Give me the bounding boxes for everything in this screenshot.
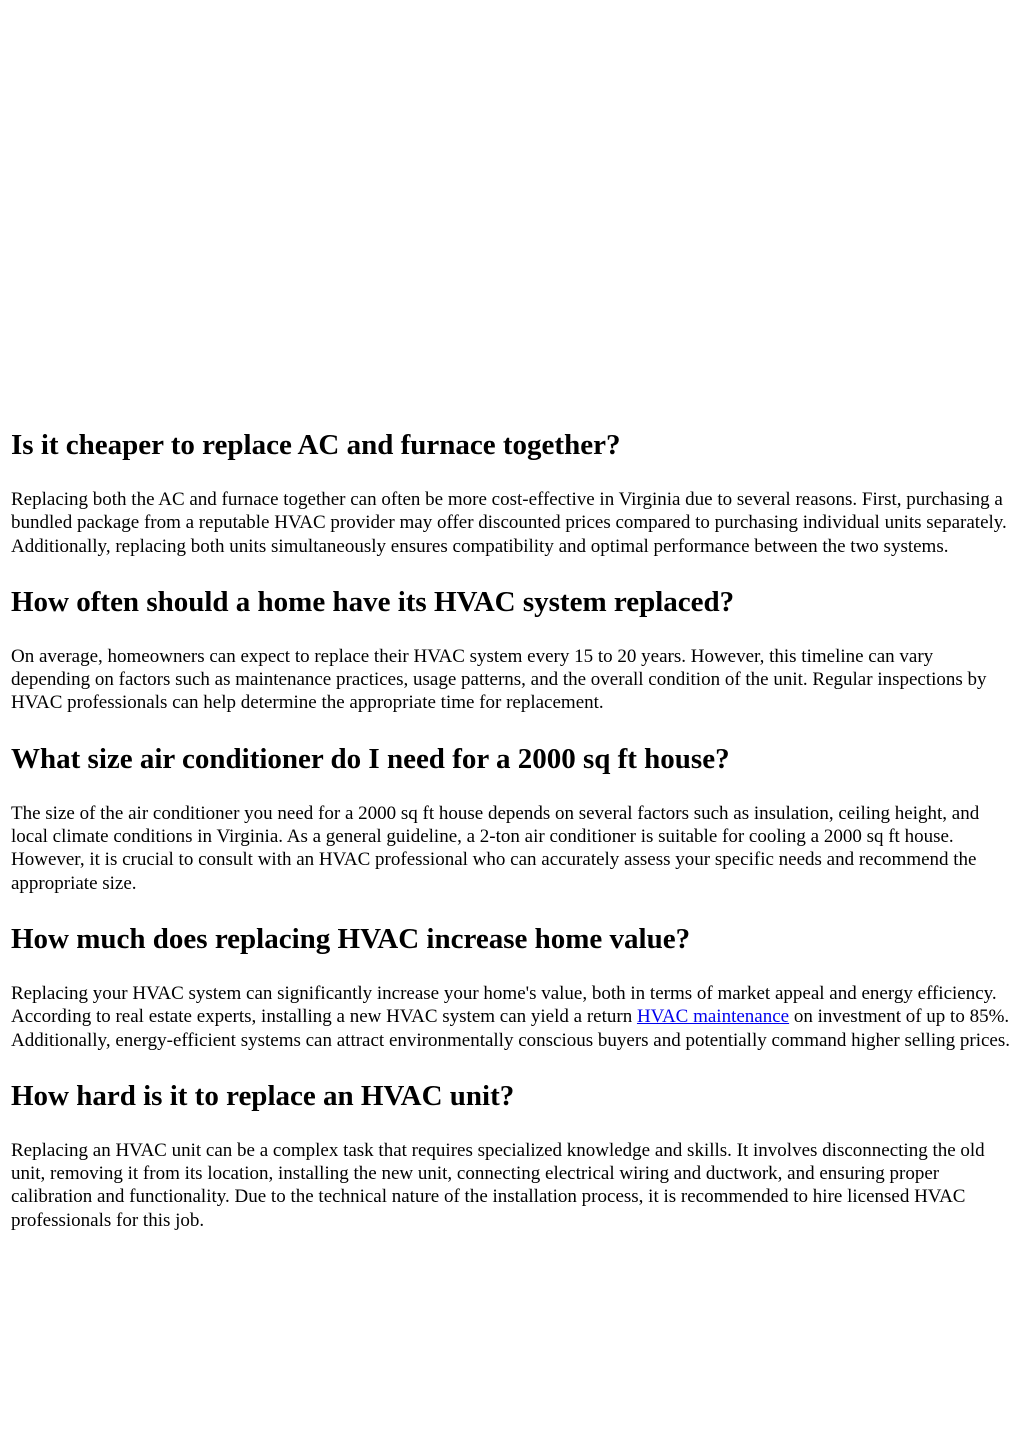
- faq-answer-text-before: Replacing your HVAC system can significantly increase your home's value, both in terms of market appeal and energy efficiency. According to real estate experts, installing a new HVAC system can yield a return: [11, 982, 997, 1028]
- faq-section-home-value: [11, 922, 1015, 1052]
- faq-answer: Replacing both the AC and furnace together can often be more cost-effective in Virginia due to several reasons. First, purchasing a bundled package from a reputable HVAC provider may offer discounted prices compared to purchasing individual units separately. Additionally, replacing both units simultaneously ensures compatibility and optimal performance between the two systems.: [11, 489, 1007, 557]
- faq-answer: [11, 982, 1015, 1052]
- faq-heading: Is it cheaper to replace AC and furnace together?: [11, 429, 621, 461]
- faq-answer-text-after: on investment of up to 85%. Additionally, energy-efficient systems can attract environmentally conscious buyers and potentially command higher selling prices.: [11, 1006, 1010, 1051]
- faq-section-replacement-frequency: [11, 585, 1015, 715]
- faq-heading: What size air conditioner do I need for a 2000 sq ft house?: [11, 742, 730, 775]
- faq-answer: The size of the air conditioner you need for a 2000 sq ft house depends on several factors such as insulation, ceiling height, and local climate conditions in Virginia. As a general guideline, a 2-ton air conditioner is suitable for cooling a 2000 sq ft house. However, it is crucial to consult with an HVAC professional who can accurately assess your specific needs and recommend the appropriate size.: [11, 802, 980, 894]
- faq-section-ac-furnace: [11, 428, 1015, 558]
- faq-answer: On average, homeowners can expect to replace their HVAC system every 15 to 20 years. However, this timeline can vary depending on factors such as maintenance practices, usage patterns, and the overall condition of the unit. Regular inspections by HVAC professionals can help determine the appropriate time for replacement.: [11, 645, 987, 714]
- faq-section-ac-size: [11, 742, 1015, 895]
- faq-answer: Replacing an HVAC unit can be a complex task that requires specialized knowledge and skills. It involves disconnecting the old unit, removing it from its location, installing the new unit, connecting electrical wiring and ductwork, and ensuring proper calibration and functionality. Due to the technical nature of the installation process, it is recommended to hire licensed HVAC professionals for this job.: [11, 1139, 985, 1231]
- hvac-maintenance-link[interactable]: HVAC maintenance: [636, 1006, 790, 1028]
- faq-heading: How hard is it to replace an HVAC unit?: [11, 1079, 515, 1112]
- faq-heading: How often should a home have its HVAC system replaced?: [11, 585, 735, 618]
- faq-section-replacement-difficulty: [11, 1079, 1015, 1232]
- faq-content: [11, 428, 1015, 1259]
- faq-heading: How much does replacing HVAC increase home value?: [11, 922, 691, 955]
